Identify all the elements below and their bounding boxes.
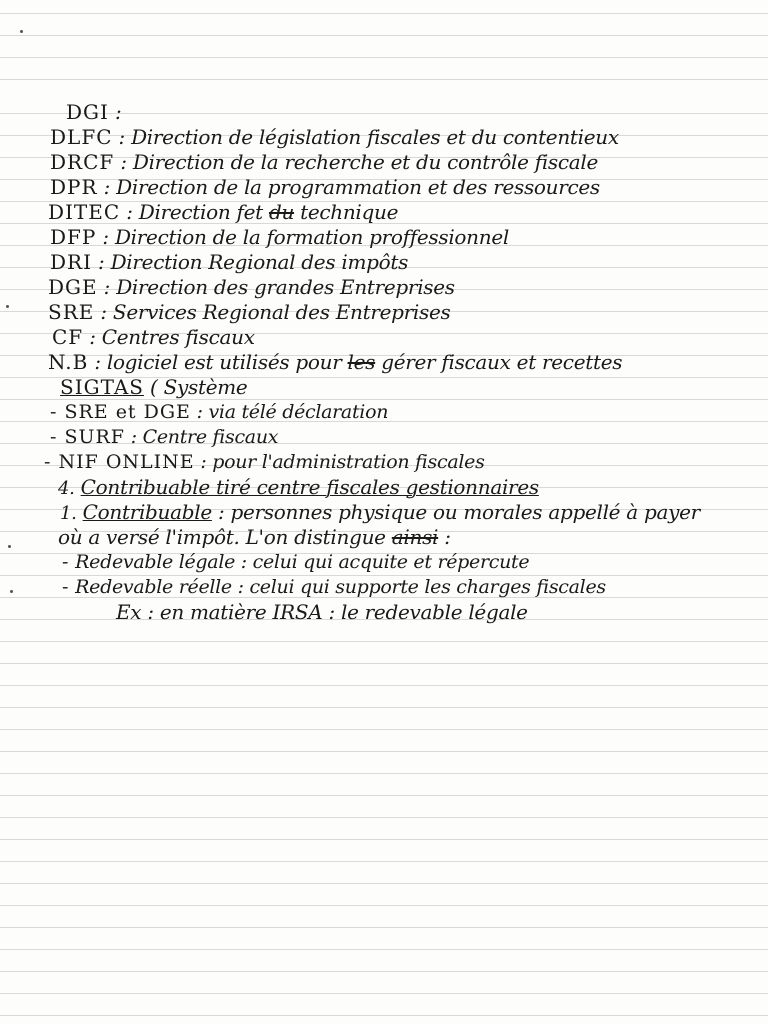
definition: Ex : en matière IRSA : le redevable légale — [116, 600, 528, 624]
struck-word: ainsi — [391, 525, 439, 549]
definition: Redevable légale : celui qui acquite et répercute — [75, 551, 530, 573]
separator: : — [124, 426, 143, 448]
separator: : — [114, 150, 133, 174]
definition: Direction de la programmation et des ressources — [116, 175, 600, 199]
definition: Direction de législation fiscales et du contentieux — [131, 125, 619, 149]
separator: : — [120, 200, 139, 224]
abbreviation: N.B — [48, 350, 89, 374]
separator: : — [96, 225, 115, 249]
item-number: 1. — [60, 503, 77, 524]
definition: Centres fiscaux — [101, 325, 255, 349]
note-line — [0, 500, 768, 525]
abbreviation: DFP — [50, 225, 97, 249]
separator: : — [97, 175, 117, 199]
separator: : — [94, 300, 113, 324]
definition: Direction de la formation proffessionnel — [114, 225, 509, 249]
note-line — [0, 550, 768, 575]
note-line — [0, 400, 768, 425]
definition-rest: gérer fiscaux et recettes — [375, 350, 623, 374]
abbreviation: DLFC — [50, 125, 113, 149]
note-line — [0, 475, 768, 500]
separator: : — [83, 325, 102, 349]
abbreviation: DPR — [50, 175, 98, 199]
definition: Redevable réelle : celui qui supporte les charges fiscales — [75, 576, 606, 598]
note-line — [0, 125, 768, 150]
definition: Direction Regional des impôts — [110, 250, 409, 274]
note-line — [0, 425, 768, 450]
separator: : — [112, 125, 132, 149]
separator: : — [108, 100, 122, 124]
abbreviation: CF — [52, 325, 84, 349]
abbreviation: SRE — [48, 300, 95, 324]
separator: : — [194, 451, 213, 473]
note-line — [0, 175, 768, 200]
definition: Contribuable — [82, 500, 212, 524]
note-line — [0, 325, 768, 350]
separator: : — [92, 250, 111, 274]
note-line — [0, 300, 768, 325]
struck-word: les — [347, 350, 376, 374]
handwritten-notes — [0, 100, 768, 625]
note-line — [0, 450, 768, 475]
note-line — [0, 575, 768, 600]
separator: : — [88, 350, 107, 374]
bullet-dash: - — [62, 576, 70, 598]
abbreviation: - SRE et DGE — [50, 401, 191, 423]
struck-word: du — [268, 200, 295, 224]
definition-rest: technique — [294, 200, 399, 224]
definition: Direction fet — [138, 200, 269, 224]
note-line — [0, 225, 768, 250]
definition: pour l'administration fiscales — [212, 451, 485, 473]
note-line — [0, 525, 768, 550]
definition-rest: : personnes physique ou morales appellé à payer — [211, 500, 700, 524]
note-line — [0, 150, 768, 175]
note-line — [0, 350, 768, 375]
definition: Système — [163, 375, 248, 399]
separator: : — [97, 275, 117, 299]
definition: où a versé l'impôt. L'on distingue — [58, 525, 392, 549]
abbreviation: DRI — [50, 250, 92, 274]
note-line — [0, 250, 768, 275]
definition: Direction de la recherche et du contrôle fiscale — [132, 150, 599, 174]
item-number: 4. — [58, 478, 75, 499]
definition: logiciel est utilisés pour — [106, 350, 348, 374]
note-line — [0, 100, 768, 125]
abbreviation: DGI — [66, 100, 109, 124]
note-line — [0, 275, 768, 300]
abbreviation: - NIF ONLINE — [44, 451, 195, 473]
definition-rest: : — [438, 525, 451, 549]
abbreviation: - SURF — [50, 426, 125, 448]
separator: ( — [143, 375, 164, 399]
definition: via télé déclaration — [208, 401, 389, 423]
bullet-dash: - — [62, 551, 70, 573]
definition: Services Regional des Entreprises — [112, 300, 451, 324]
abbreviation: DRCF — [50, 150, 115, 174]
note-line — [0, 375, 768, 400]
definition: Centre fiscaux — [142, 426, 279, 448]
separator: : — [190, 401, 209, 423]
note-line — [0, 200, 768, 225]
definition: Contribuable tiré centre fiscales gestionnaires — [80, 475, 539, 499]
abbreviation: DGE — [48, 275, 98, 299]
abbreviation: SIGTAS — [60, 375, 144, 399]
note-line — [0, 600, 768, 625]
abbreviation: DITEC — [48, 200, 121, 224]
definition: Direction des grandes Entreprises — [116, 275, 455, 299]
paper-speck — [20, 30, 23, 33]
